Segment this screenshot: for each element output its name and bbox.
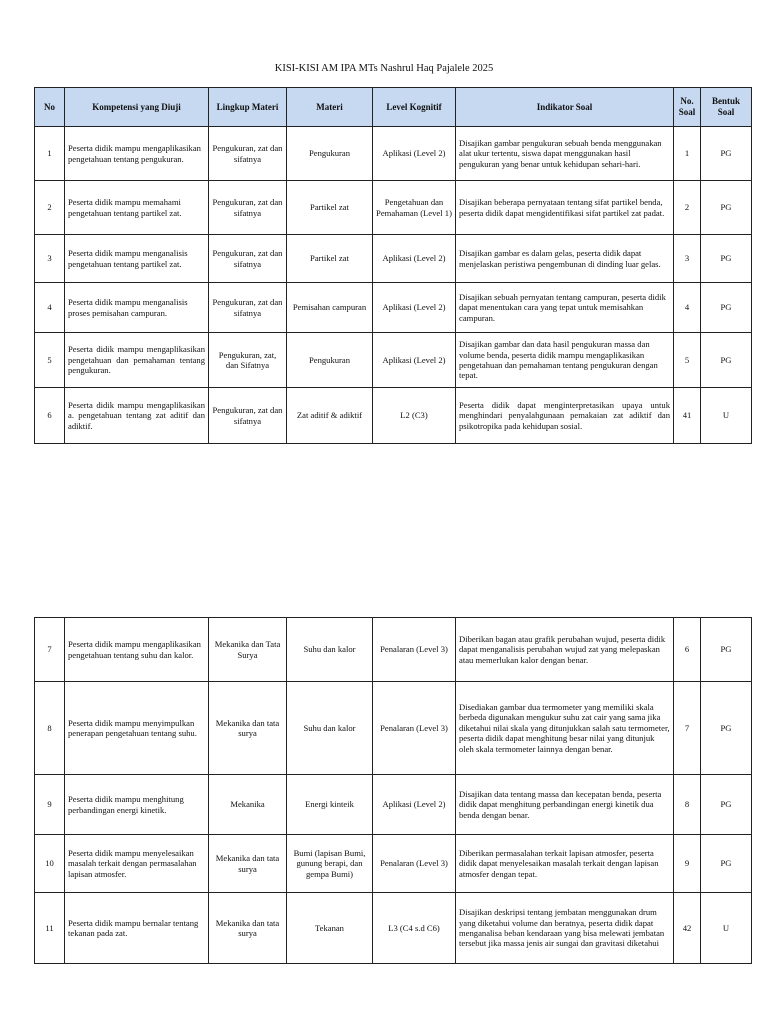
cell-no-soal: 5 bbox=[674, 333, 701, 388]
document-title: KISI-KISI AM IPA MTs Nashrul Haq Pajalele 2025 bbox=[274, 63, 494, 74]
cell-materi: Bumi (lapisan Bumi, gunung berapi, dan gempa Bumi) bbox=[287, 835, 373, 893]
grid-table-page-1 bbox=[34, 87, 752, 444]
cell-level: Penalaran (Level 3) bbox=[373, 618, 456, 682]
cell-indikator: Disajikan gambar dan data hasil pengukuran massa dan volume benda, peserta didik mampu mengaplikasikan pengetahuan dan pemahaman tentang pengukuran dengan tepat. bbox=[456, 333, 674, 388]
cell-materi: Pengukuran bbox=[287, 333, 373, 388]
cell-bentuk: PG bbox=[701, 235, 752, 283]
cell-kompetensi: Peserta didik mampu bernalar tentang tekanan pada zat. bbox=[65, 893, 209, 964]
cell-kompetensi: Peserta didik mampu mengaplikasikan a. pengetahuan tentang zat aditif dan adiktif. bbox=[65, 388, 209, 444]
cell-indikator: Disajikan beberapa pernyataan tentang sifat partikel benda, peserta didik dapat mengidentifikasi sifat partikel zat padat. bbox=[456, 181, 674, 235]
cell-kompetensi: Peserta didik mampu memahami pengetahuan tentang partikel zat. bbox=[65, 181, 209, 235]
cell-level: Aplikasi (Level 2) bbox=[373, 235, 456, 283]
cell-no: 4 bbox=[35, 283, 65, 333]
cell-no-soal: 6 bbox=[674, 618, 701, 682]
table-row bbox=[35, 181, 752, 235]
cell-bentuk: PG bbox=[701, 835, 752, 893]
cell-level: L2 (C3) bbox=[373, 388, 456, 444]
cell-bentuk: PG bbox=[701, 283, 752, 333]
cell-bentuk: PG bbox=[701, 775, 752, 835]
cell-indikator: Diberikan permasalahan terkait lapisan atmosfer, peserta didik dapat menyelesaikan masalah terkait dengan lapisan atmosfer dengan tepat. bbox=[456, 835, 674, 893]
cell-no: 7 bbox=[35, 618, 65, 682]
cell-level: Penalaran (Level 3) bbox=[373, 682, 456, 775]
cell-kompetensi: Peserta didik mampu menyelesaikan masalah terkait dengan permasalahan lapisan atmosfer. bbox=[65, 835, 209, 893]
cell-no-soal: 42 bbox=[674, 893, 701, 964]
cell-materi: Zat aditif & adiktif bbox=[287, 388, 373, 444]
header-kompetensi: Kompetensi yang Diuji bbox=[65, 88, 209, 127]
cell-level: L3 (C4 s.d C6) bbox=[373, 893, 456, 964]
table-row bbox=[35, 775, 752, 835]
cell-indikator: Diberikan bagan atau grafik perubahan wujud, peserta didik dapat menganalisis perubahan wujud zat yang melepaskan atau memerlukan kalor dengan benar. bbox=[456, 618, 674, 682]
cell-materi: Partikel zat bbox=[287, 235, 373, 283]
header-no: No bbox=[35, 88, 65, 127]
cell-lingkup: Pengukuran, zat dan sifatnya bbox=[209, 181, 287, 235]
grid-table-page-2 bbox=[34, 617, 752, 964]
cell-lingkup: Mekanika dan tata surya bbox=[209, 682, 287, 775]
cell-no: 8 bbox=[35, 682, 65, 775]
cell-no-soal: 2 bbox=[674, 181, 701, 235]
cell-kompetensi: Peserta didik mampu menganalisis proses pemisahan campuran. bbox=[65, 283, 209, 333]
cell-level: Aplikasi (Level 2) bbox=[373, 283, 456, 333]
cell-indikator: Disajikan gambar pengukuran sebuah benda menggunakan alat ukur tertentu, siswa dapat menggunakan hasil pengukuran yang benar untuk kehidupan sehari-hari. bbox=[456, 127, 674, 181]
cell-bentuk: PG bbox=[701, 181, 752, 235]
header-level: Level Kognitif bbox=[373, 88, 456, 127]
cell-no: 2 bbox=[35, 181, 65, 235]
cell-no-soal: 8 bbox=[674, 775, 701, 835]
cell-no: 6 bbox=[35, 388, 65, 444]
cell-bentuk: U bbox=[701, 388, 752, 444]
cell-kompetensi: Peserta didik mampu menganalisis pengetahuan tentang partikel zat. bbox=[65, 235, 209, 283]
table-row bbox=[35, 388, 752, 444]
cell-bentuk: PG bbox=[701, 682, 752, 775]
cell-no: 5 bbox=[35, 333, 65, 388]
cell-indikator: Disediakan gambar dua termometer yang memiliki skala berbeda digunakan mengukur suhu zat cair yang sama jika diketahui nilai skala yang ditunjukkan salah satu termometer, peserta didik dapat menghitung besar nilai yang ditunjuk oleh skala termometer lainnya dengan benar. bbox=[456, 682, 674, 775]
cell-indikator: Disajikan sebuah pernyatan tentang campuran, peserta didik dapat menentukan cara yang tepat untuk memisahkan campuran. bbox=[456, 283, 674, 333]
cell-lingkup: Pengukuran, zat dan sifatnya bbox=[209, 283, 287, 333]
cell-kompetensi: Peserta didik mampu mengaplikasikan pengetahuan tentang suhu dan kalor. bbox=[65, 618, 209, 682]
cell-no: 1 bbox=[35, 127, 65, 181]
cell-materi: Suhu dan kalor bbox=[287, 618, 373, 682]
cell-indikator: Peserta didik dapat menginterpretasikan upaya untuk menghindari penyalahgunaan pemakaian zat adiktif dan psikotropika pada kehidupan sosial. bbox=[456, 388, 674, 444]
cell-level: Aplikasi (Level 2) bbox=[373, 333, 456, 388]
cell-kompetensi: Peserta didik mampu menghitung perbandingan energi kinetik. bbox=[65, 775, 209, 835]
cell-level: Aplikasi (Level 2) bbox=[373, 775, 456, 835]
table-row bbox=[35, 283, 752, 333]
table-row bbox=[35, 835, 752, 893]
cell-lingkup: Mekanika dan Tata Surya bbox=[209, 618, 287, 682]
cell-no: 3 bbox=[35, 235, 65, 283]
cell-no: 11 bbox=[35, 893, 65, 964]
cell-materi: Pengukuran bbox=[287, 127, 373, 181]
cell-materi: Tekanan bbox=[287, 893, 373, 964]
cell-kompetensi: Peserta didik mampu menyimpulkan penerapan pengetahuan tentang suhu. bbox=[65, 682, 209, 775]
cell-materi: Suhu dan kalor bbox=[287, 682, 373, 775]
cell-no-soal: 3 bbox=[674, 235, 701, 283]
header-bentuk: Bentuk Soal bbox=[701, 88, 752, 127]
cell-lingkup: Mekanika bbox=[209, 775, 287, 835]
cell-lingkup: Mekanika dan tata surya bbox=[209, 893, 287, 964]
table-row bbox=[35, 333, 752, 388]
cell-no-soal: 9 bbox=[674, 835, 701, 893]
cell-kompetensi: Peserta didik mampu mengaplikasikan pengetahuan dan pemahaman tentang pengukuran. bbox=[65, 333, 209, 388]
cell-bentuk: PG bbox=[701, 333, 752, 388]
cell-lingkup: Pengukuran, zat dan sifatnya bbox=[209, 127, 287, 181]
cell-no: 9 bbox=[35, 775, 65, 835]
table-row bbox=[35, 618, 752, 682]
header-row bbox=[35, 88, 752, 127]
cell-bentuk: U bbox=[701, 893, 752, 964]
cell-lingkup: Pengukuran, zat, dan Sifatnya bbox=[209, 333, 287, 388]
cell-bentuk: PG bbox=[701, 618, 752, 682]
cell-materi: Pemisahan campuran bbox=[287, 283, 373, 333]
cell-no: 10 bbox=[35, 835, 65, 893]
cell-no-soal: 4 bbox=[674, 283, 701, 333]
cell-no-soal: 41 bbox=[674, 388, 701, 444]
cell-lingkup: Pengukuran, zat dan sifatnya bbox=[209, 388, 287, 444]
cell-indikator: Disajikan gambar es dalam gelas, peserta didik dapat menjelaskan peristiwa pengembunan di dinding luar gelas. bbox=[456, 235, 674, 283]
table-row bbox=[35, 893, 752, 964]
cell-no-soal: 7 bbox=[674, 682, 701, 775]
cell-indikator: Disajikan data tentang massa dan kecepatan benda, peserta didik dapat menghitung perbandingan energi kinetik dua benda dengan benar. bbox=[456, 775, 674, 835]
table-row bbox=[35, 127, 752, 181]
cell-level: Aplikasi (Level 2) bbox=[373, 127, 456, 181]
cell-level: Pengetahuan dan Pemahaman (Level 1) bbox=[373, 181, 456, 235]
header-materi: Materi bbox=[287, 88, 373, 127]
cell-indikator: Disajikan deskripsi tentang jembatan menggunakan drum yang diketahui volume dan beratnya, peserta didik dapat menganalisa beban kendaraan yang bisa melewati jembatan tersebut jika massa jenis air sungai dan gravitasi diketahui bbox=[456, 893, 674, 964]
table-row bbox=[35, 682, 752, 775]
cell-materi: Partikel zat bbox=[287, 181, 373, 235]
cell-bentuk: PG bbox=[701, 127, 752, 181]
cell-lingkup: Mekanika dan tata surya bbox=[209, 835, 287, 893]
cell-materi: Energi kinteik bbox=[287, 775, 373, 835]
cell-lingkup: Pengukuran, zat dan sifatnya bbox=[209, 235, 287, 283]
table-row bbox=[35, 235, 752, 283]
header-no-soal: No. Soal bbox=[674, 88, 701, 127]
cell-level: Penalaran (Level 3) bbox=[373, 835, 456, 893]
header-indikator: Indikator Soal bbox=[456, 88, 674, 127]
cell-kompetensi: Peserta didik mampu mengaplikasikan pengetahuan tentang pengukuran. bbox=[65, 127, 209, 181]
header-lingkup: Lingkup Materi bbox=[209, 88, 287, 127]
cell-no-soal: 1 bbox=[674, 127, 701, 181]
